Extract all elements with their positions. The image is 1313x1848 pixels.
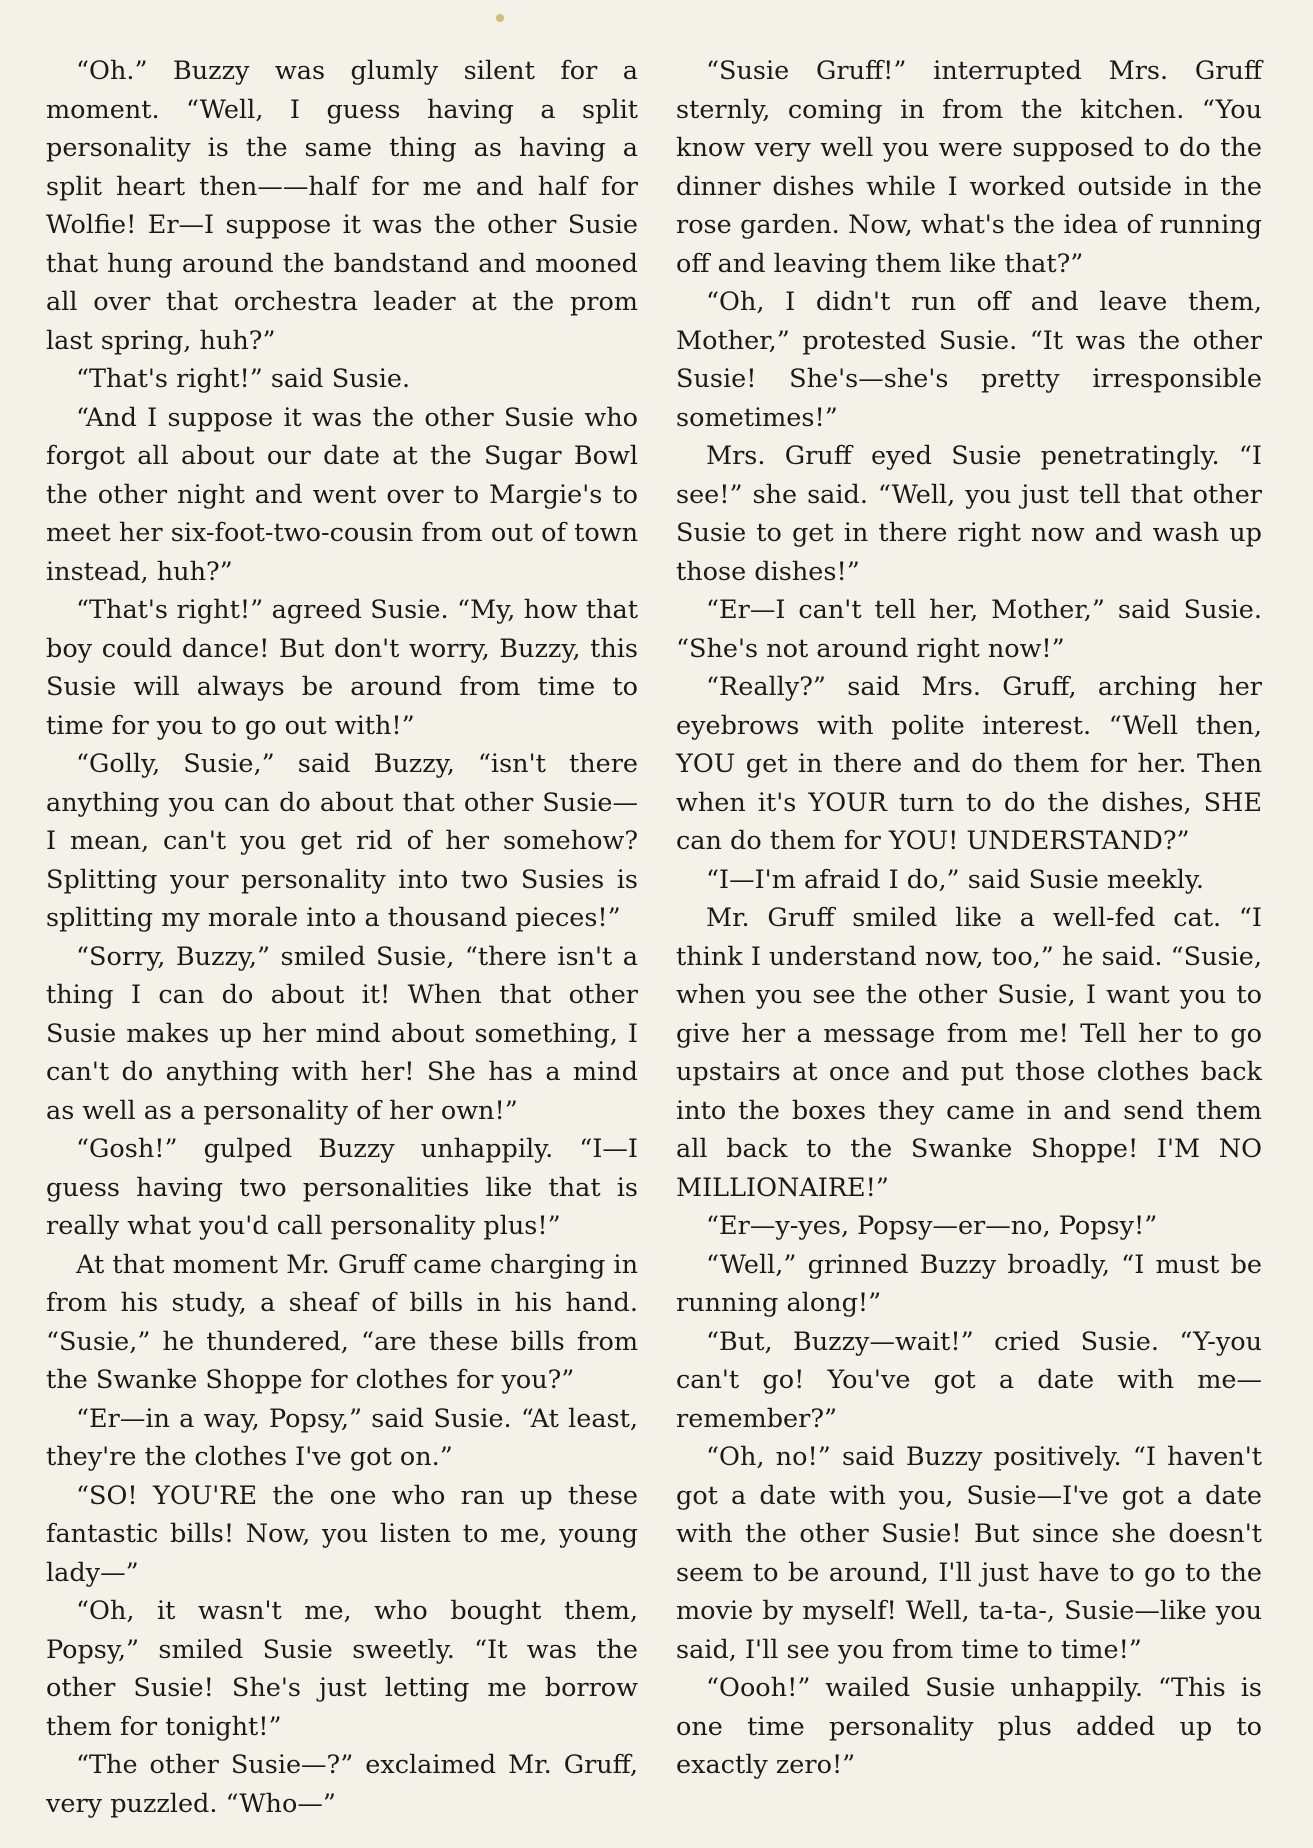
paragraph: Mrs. Gruff eyed Susie penetratingly. “I see!” she said. “Well, you just tell that other Susie to get in there right now and wash up those dishes!” xyxy=(676,441,1262,587)
paragraph: “Er—I can't tell her, Mother,” said Susie. “She's not around right now!” xyxy=(676,595,1262,664)
paragraph: “And I suppose it was the other Susie who forgot all about our date at the Sugar Bowl the other night and went over to Margie's to meet her six-foot-two-cousin from out of town instead, huh?” xyxy=(46,402,638,587)
left-column xyxy=(46,52,638,1823)
paragraph: “Oh, no!” said Buzzy positively. “I haven't got a date with you, Susie—I've got a date with the other Susie! But since she doesn't seem to be around, I'll just have to go to the movie by myself! Well, ta-ta-, Susie—like you said, I'll see you from time to time!” xyxy=(676,1442,1262,1665)
paragraph: “The other Susie—?” exclaimed Mr. Gruff, very puzzled. “Who—” xyxy=(46,1750,638,1819)
paragraph: “Golly, Susie,” said Buzzy, “isn't there anything you can do about that other Susie— I mean, can't you get rid of her somehow? Splitting your personality into two Susies is splitting my morale into a thousand pieces!” xyxy=(46,749,638,933)
paragraph: “Er—in a way, Popsy,” said Susie. “At least, they're the clothes I've got on.” xyxy=(46,1403,638,1472)
paragraph: “Oooh!” wailed Susie unhappily. “This is one time personality plus added up to exactly zero!” xyxy=(676,1673,1262,1780)
paragraph: “Susie Gruff!” interrupted Mrs. Gruff sternly, coming in from the kitchen. “You know very well you were supposed to do the dinner dishes while I worked outside in the rose garden. Now, what's the idea of running off and leaving them like that?” xyxy=(676,56,1262,279)
paragraph: “That's right!” said Susie. xyxy=(76,364,411,394)
paragraph: “Well,” grinned Buzzy broadly, “I must be running along!” xyxy=(676,1249,1262,1318)
paragraph: “SO! YOU'RE the one who ran up these fantastic bills! Now, you listen to me, young lady—” xyxy=(46,1480,638,1588)
print-mark xyxy=(496,14,504,22)
paragraph: “Really?” said Mrs. Gruff, arching her eyebrows with polite interest. “Well then, YOU get in there and do them for her. Then when it's YOUR turn to do the dishes, SHE can do them for YOU! UNDERSTAND?” xyxy=(676,672,1262,856)
right-column xyxy=(676,52,1262,1785)
paragraph: “Er—y-yes, Popsy—er—no, Popsy!” xyxy=(706,1211,1158,1241)
paragraph: “That's right!” agreed Susie. “My, how that boy could dance! But don't worry, Buzzy, this Susie will always be around from time to time for you to go out with!” xyxy=(46,595,638,741)
paragraph: At that moment Mr. Gruff came charging in from his study, a sheaf of bills in his hand. “Susie,” he thundered, “are these bills from the Swanke Shoppe for clothes for you?” xyxy=(46,1249,638,1395)
paragraph: “Oh, I didn't run off and leave them, Mother,” protested Susie. “It was the other Susie! She's—she's pretty irresponsible sometimes!” xyxy=(676,287,1262,433)
paragraph: “I—I'm afraid I do,” said Susie meekly. xyxy=(706,864,1204,895)
paragraph: “Oh.” Buzzy was glumly silent for a moment. “Well, I guess having a split personality is the same thing as having a split heart then——half for me and half for Wolfie! Er—I suppose it was the other Susie that hung around the bandstand and mooned all over that orchestra leader at the prom last spring, huh?” xyxy=(46,56,638,356)
paragraph: Mr. Gruff smiled like a well-fed cat. “I think I understand now, too,” he said. “Susie, when you see the other Susie, I want you to give her a message from me! Tell her to go upstairs at once and put those clothes back into the boxes they came in and send them all back to the Swanke Shoppe! I'M NO MILLIONAIRE!” xyxy=(676,903,1262,1203)
paragraph: “Oh, it wasn't me, who bought them, Popsy,” smiled Susie sweetly. “It was the other Susie! She's just letting me borrow them for tonight!” xyxy=(46,1596,638,1742)
paragraph: “Sorry, Buzzy,” smiled Susie, “there isn't a thing I can do about it! When that other Susie makes up her mind about something, I can't do anything with her! She has a mind as well as a personality of her own!” xyxy=(46,941,638,1126)
paragraph: “But, Buzzy—wait!” cried Susie. “Y-you can't go! You've got a date with me—remember?” xyxy=(676,1326,1262,1434)
paragraph: “Gosh!” gulped Buzzy unhappily. “I—I guess having two personalities like that is really what you'd call personality plus!” xyxy=(46,1134,638,1241)
